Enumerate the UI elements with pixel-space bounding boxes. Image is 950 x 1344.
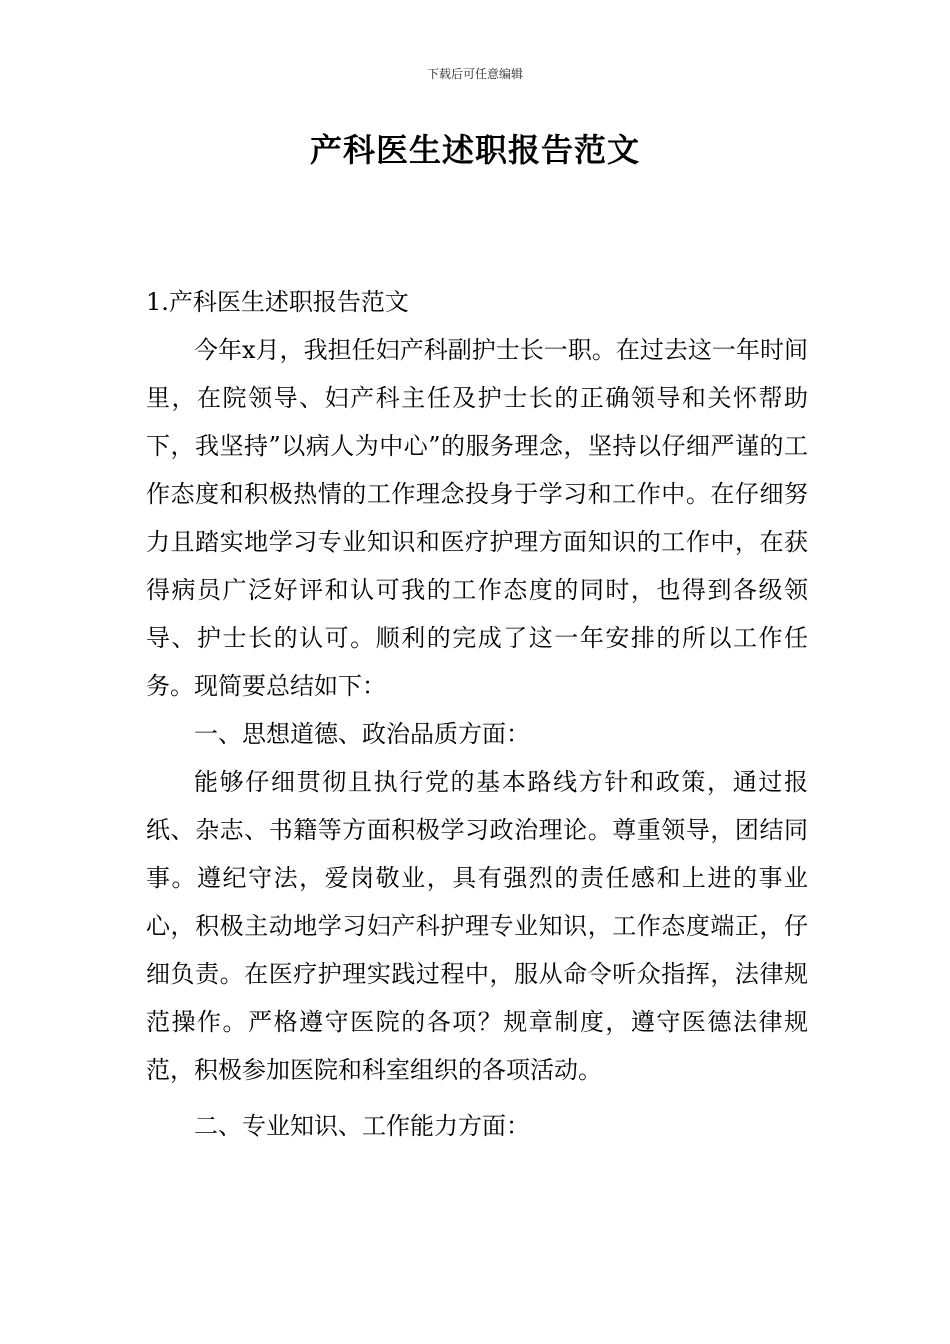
document-title: 产科医生述职报告范文: [309, 131, 640, 169]
header-note: 下载后可任意编辑: [426, 67, 523, 81]
section-heading: 1.产科医生述职报告范文: [146, 288, 409, 316]
paragraph-intro: 今年x月，我担任妇产科副护士长一职。在过去这一年时间里，在院领导、妇产科主任及护士长的正确领导和关怀帮助下，我坚持”以病人为中心”的服务理念，坚持以仔细严谨的工作态度和积极热情的工作理念投身于学习和工作中。在仔细努力且踏实地学习专业知识和医疗护理方面知识的工作中，在获得病员广泛好评和认可我的工作态度的同时，也得到各级领导、护士长的认可。顺利的完成了这一年安排的所以工作任务。现简要总结如下：: [146, 336, 808, 700]
paragraph-ideology: 能够仔细贯彻且执行党的基本路线方针和政策，通过报纸、杂志、书籍等方面积极学习政治理论。尊重领导，团结同事。遵纪守法，爱岗敬业，具有强烈的责任感和上进的事业心，积极主动地学习妇产科护理专业知识，工作态度端正，仔细负责。在医疗护理实践过程中，服从命令听众指挥，法律规范操作。严格遵守医院的各项？规章制度，遵守医德法律规范，积极参加医院和科室组织的各项活动。: [146, 768, 808, 1084]
subheading-professional: 二、专业知识、工作能力方面：: [194, 1112, 530, 1140]
document-body: [146, 278, 808, 1150]
subheading-ideology: 一、思想道德、政治品质方面：: [194, 720, 530, 748]
